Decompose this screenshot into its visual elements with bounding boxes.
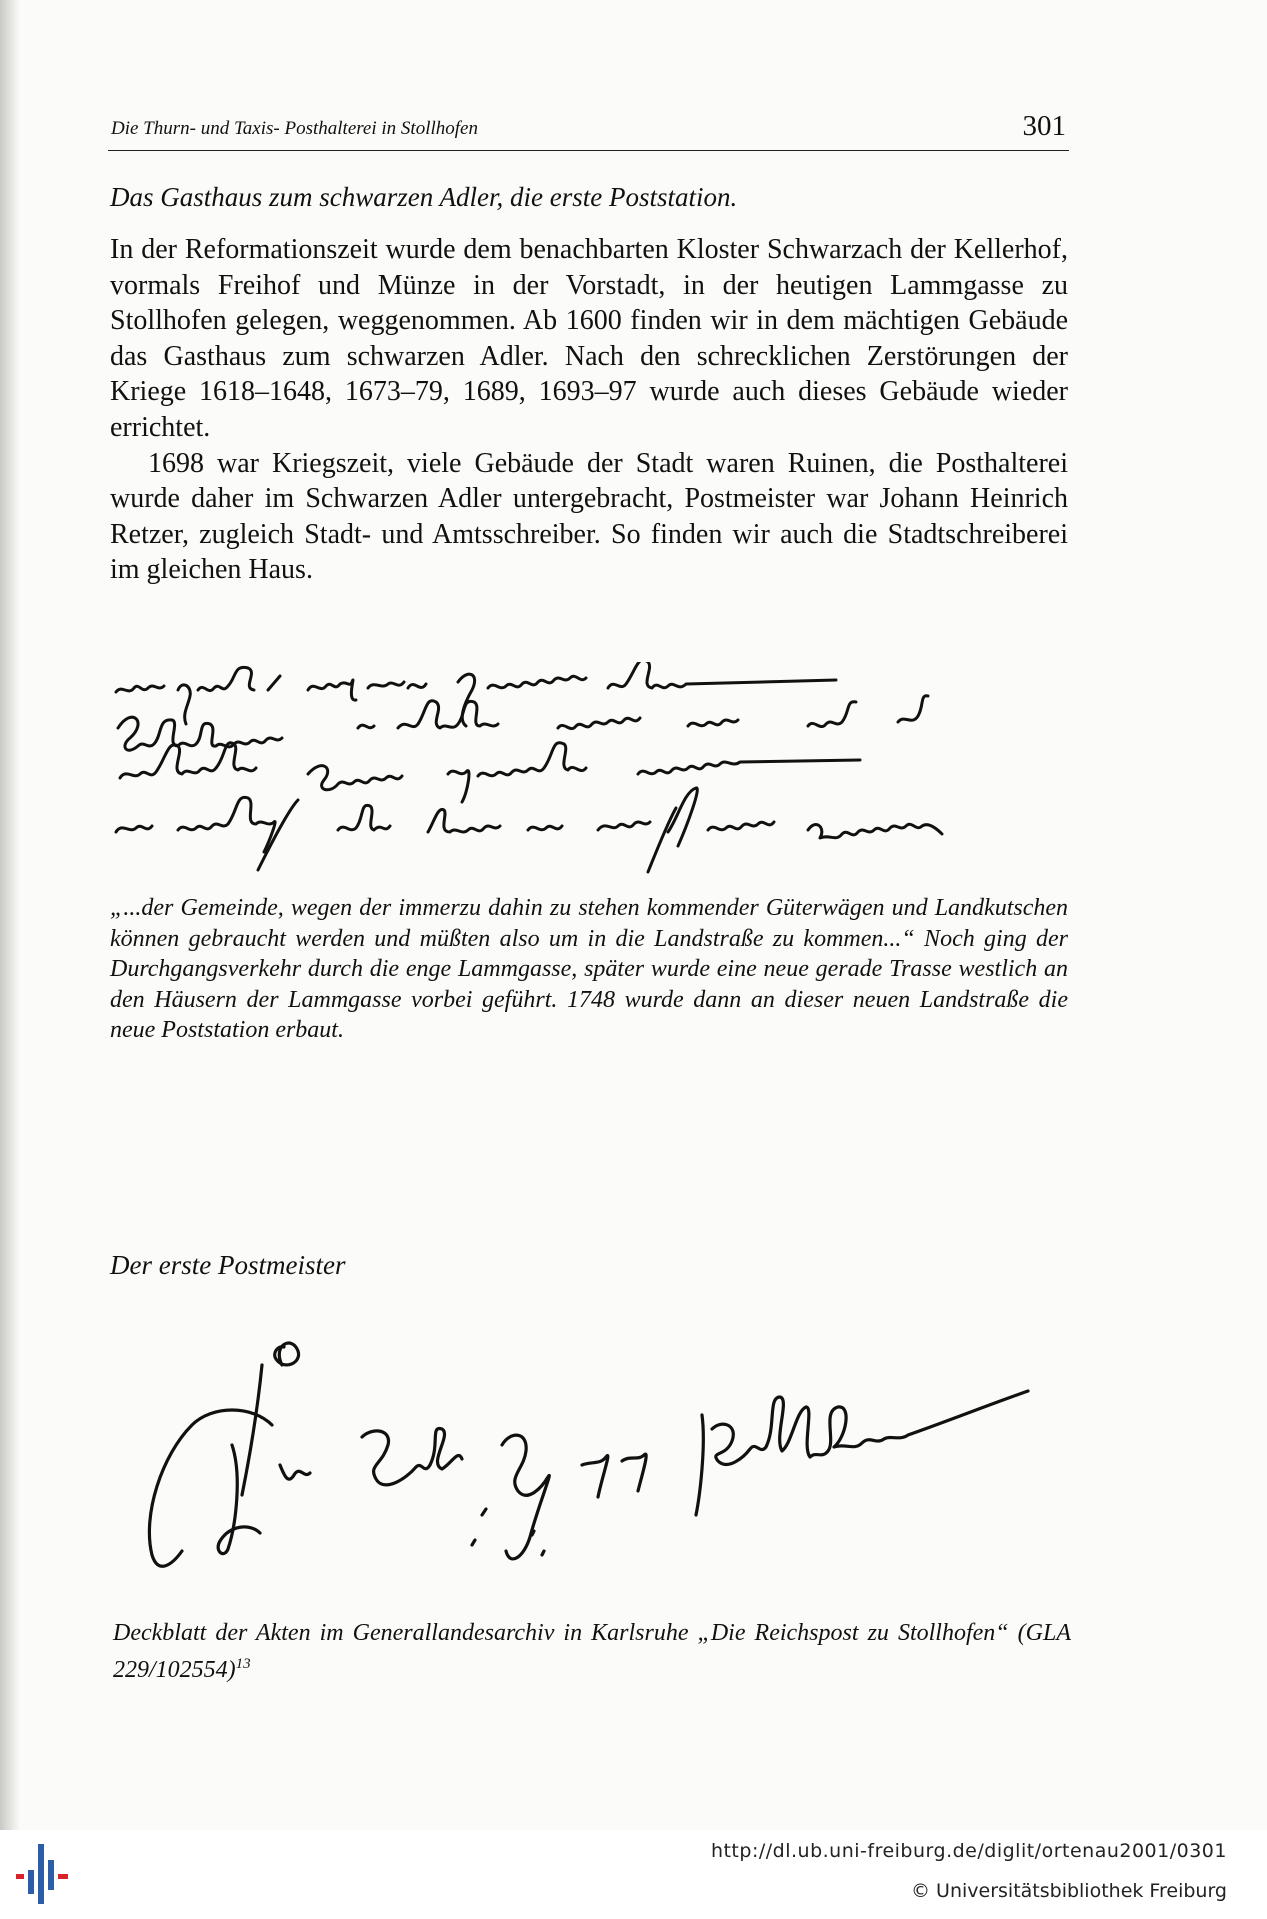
- signature-image: [112, 1325, 1072, 1585]
- body-text: [110, 232, 1068, 588]
- paragraph-2: 1698 war Kriegszeit, viele Gebäude der Stadt waren Ruinen, die Posthalterei wurde daher im Schwarzen Adler untergebracht, Postmeister war Johann Heinrich Retzer, zugleich Stadt- und Amtsschreiber. So finden wir auch die Stadtschreiberei im gleichen Haus.: [110, 447, 1068, 586]
- page-edge-shadow: [0, 0, 20, 1830]
- subheading: Der erste Postmeister: [110, 1250, 346, 1280]
- paragraph-1: In der Reformationszeit wurde dem benachbarten Kloster Schwarzach der Kellerhof, vormals Freihof und Münze in der Vorstadt, in der heutigen Lammgasse zu Stollhofen gelegen, weggenommen. Ab 1600 finden wir in dem mächtigen Gebäude das Gasthaus zum schwarzen Adler. Nach den schrecklichen Zerstörungen der Kriege 1618–1648, 1673–79, 1689, 1693–97 wurde auch dieses Gebäude wieder errichtet.: [110, 234, 1068, 443]
- quote-caption: „...der Gemeinde, wegen der immerzu dahin zu stehen kommender Güterwägen und Landkutschen können gebraucht werden und müßten also um in die Landstraße zu kommen...“ Noch ging der Durchgangsverkehr durch die enge Lammgasse, später wurde eine neue gerade Trasse westlich an den Häusern der Lammgasse vorbei geführt. 1748 wurde dann an dieser neuen Landstraße die neue Poststation erbaut.: [110, 895, 1068, 1044]
- running-title: Die Thurn- und Taxis- Posthalterei in Stollhofen: [111, 118, 478, 139]
- section-title: Das Gasthaus zum schwarzen Adler, die erste Poststation.: [110, 182, 738, 212]
- page-number: 301: [1022, 110, 1066, 142]
- footnote-marker: 13: [235, 1655, 251, 1672]
- figure-caption: [113, 1618, 1071, 1685]
- footer-bar: [0, 1830, 1267, 1919]
- ub-freiburg-logo-icon[interactable]: [14, 1838, 74, 1910]
- manuscript-excerpt-image: [108, 662, 1068, 877]
- footer-url-link[interactable]: http://dl.ub.uni-freiburg.de/diglit/ortenau2001/0301: [710, 1840, 1227, 1862]
- footer-copyright: © Universitätsbibliothek Freiburg: [911, 1880, 1227, 1902]
- running-head: [108, 108, 1069, 151]
- figure-caption-text: Deckblatt der Akten im Generallandesarchiv in Karlsruhe „Die Reichspost zu Stollhofen“ (GLA 229/102554): [113, 1620, 1071, 1683]
